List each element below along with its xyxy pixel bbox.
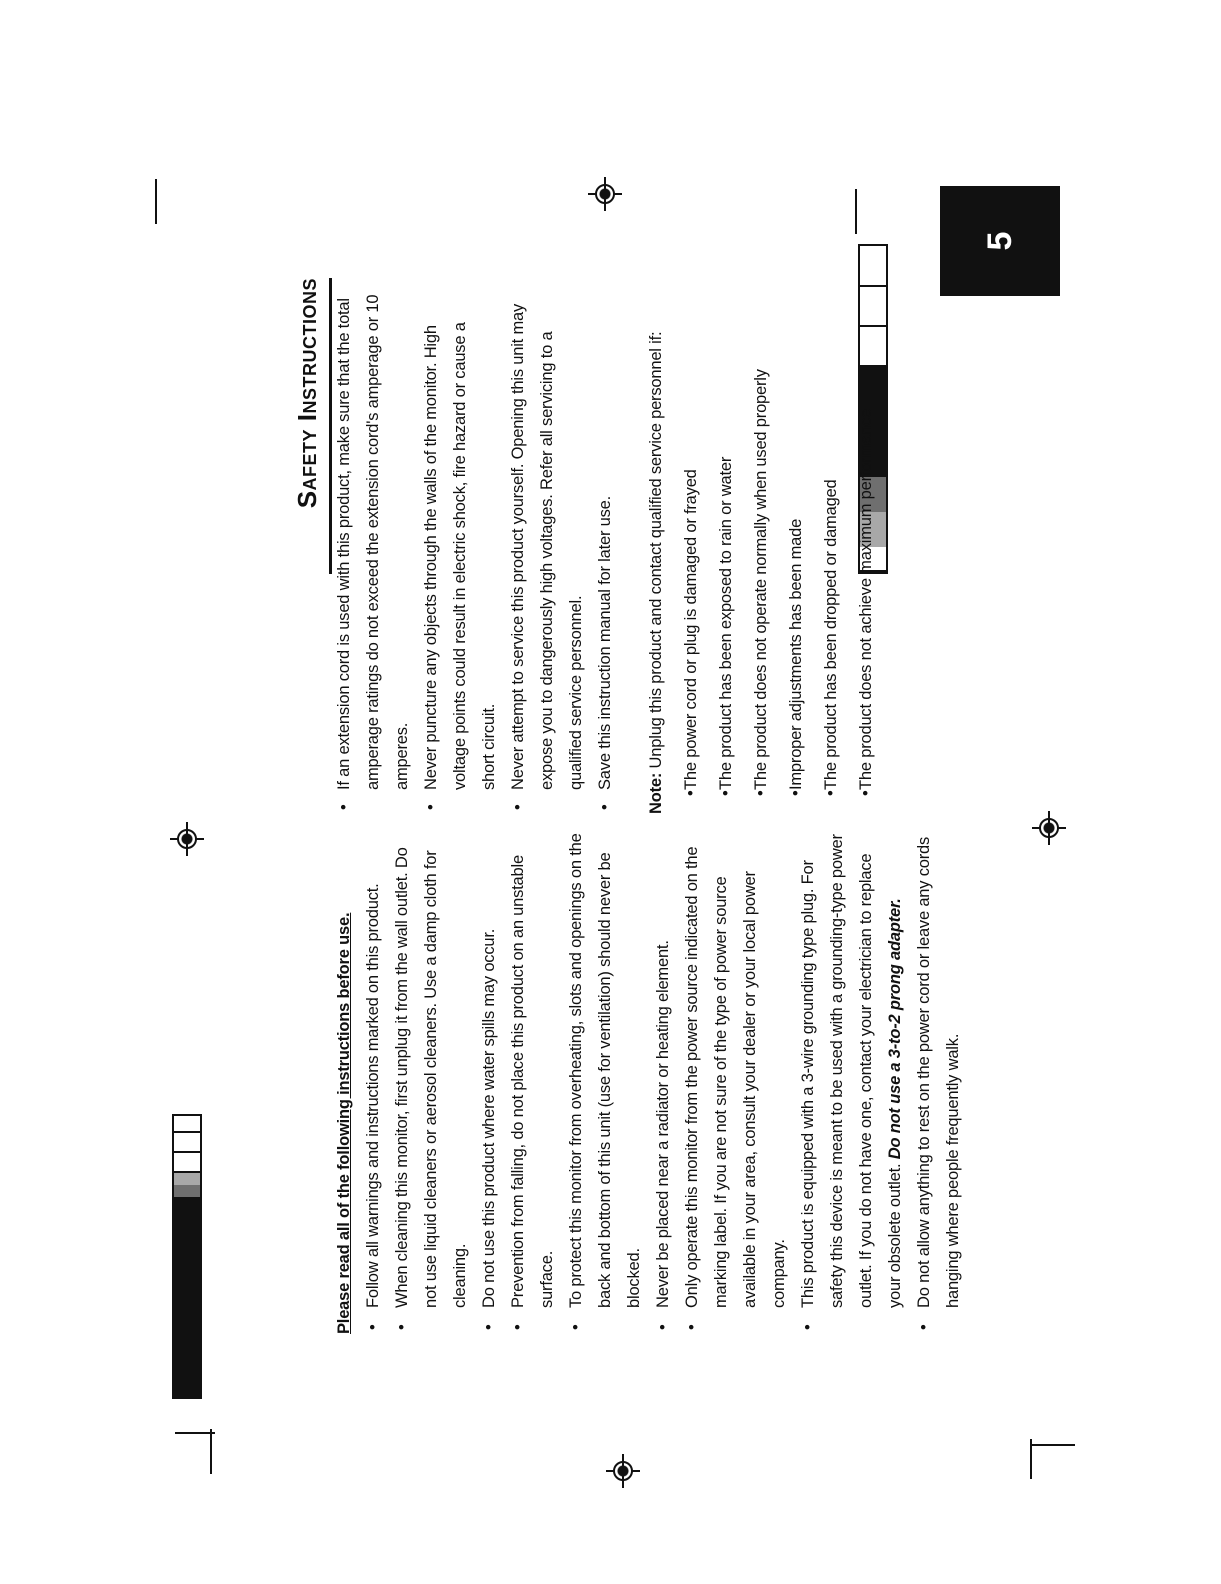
list-item: • The product has been exposed to rain or water	[712, 292, 741, 814]
list-item: • When cleaning this monitor, first unplug it from the wall outlet. Do not use liquid cleaners or aerosol cleaners. Use a damp cloth for cleaning.	[388, 829, 475, 1334]
crop-mark	[855, 189, 857, 234]
list-item: • The product does not achieve maximum performance	[852, 292, 881, 814]
list-item: • To protect this monitor from overheating, slots and openings on the back and bottom of this unit (use for ventilation) should never be blocked.	[562, 829, 649, 1334]
grounding-warning: Do not use a 3-to-2 prong adapter.	[886, 898, 904, 1160]
list-item: • Improper adjustments has been made	[782, 292, 811, 814]
list-item	[794, 829, 910, 1334]
list-item: • Do not use this product where water spills may occur.	[475, 829, 504, 1334]
left-heading: Please read all of the following instructions before use.	[335, 912, 353, 1334]
list-item: • The power cord or plug is damaged or frayed	[677, 292, 706, 814]
right-list	[330, 292, 620, 814]
crop-mark	[210, 1429, 212, 1474]
crop-mark	[155, 179, 157, 224]
registration-target-icon	[1032, 811, 1066, 845]
registration-target-icon	[606, 1454, 640, 1488]
note-text: Unplug this product and contact qualified service personnel if:	[647, 331, 665, 769]
page-title	[292, 278, 332, 574]
crop-mark	[1030, 1444, 1075, 1446]
registration-target-icon	[170, 822, 204, 856]
list-item: • If an extension cord is used with this product, make sure that the total amperage ratings do not exceed the extension cord's amperage or 10 amperes.	[330, 292, 417, 814]
list-item: • Never be placed near a radiator or heating element.	[649, 829, 678, 1334]
list-item: • Never attempt to service this product yourself. Opening this unit may expose you to dangerously high voltages. Refer all servicing to a qualified service personnel.	[504, 292, 591, 814]
list-item: • Only operate this monitor from the power source indicated on the marking label. If you are not sure of the type of power source available in your area, consult your dealer or your local power company.	[678, 829, 794, 1334]
right-column	[330, 292, 881, 814]
list-item: • Prevention from falling, do not place this product on an unstable surface.	[504, 829, 562, 1334]
crop-mark	[175, 1432, 215, 1434]
list-item: • Do not allow anything to rest on the power cord or leave any cords hanging where people frequently walk.	[910, 829, 968, 1334]
page-number-tab	[940, 186, 1060, 296]
note-list	[677, 292, 881, 814]
crop-mark	[1030, 1439, 1032, 1479]
left-column	[330, 829, 968, 1334]
color-bar-left	[172, 1114, 202, 1399]
list-item: • Never puncture any objects through the walls of the monitor. High voltage points could result in electric shock, fire hazard or cause a short circuit.	[417, 292, 504, 814]
page-title-text: Safety Instructions	[292, 278, 322, 509]
page-number: 5	[980, 231, 1019, 251]
note-label: Note:	[647, 772, 665, 814]
note	[642, 292, 671, 814]
list-item: • The product has been dropped or damaged	[817, 292, 846, 814]
list-item: • Follow all warnings and instructions marked on this product.	[359, 829, 388, 1334]
registration-target-icon	[588, 177, 622, 211]
left-list	[359, 829, 968, 1334]
list-item: • The product does not operate normally when used properly	[747, 292, 776, 814]
list-item: • Save this instruction manual for later use.	[591, 292, 620, 814]
grounding-text: This product is equipped with a 3-wire grounding type plug. For safety this device is meant to be used with a grounding-type power outlet. If you do not have one, contact your electrician to replace your obsolete outlet.	[799, 834, 904, 1308]
